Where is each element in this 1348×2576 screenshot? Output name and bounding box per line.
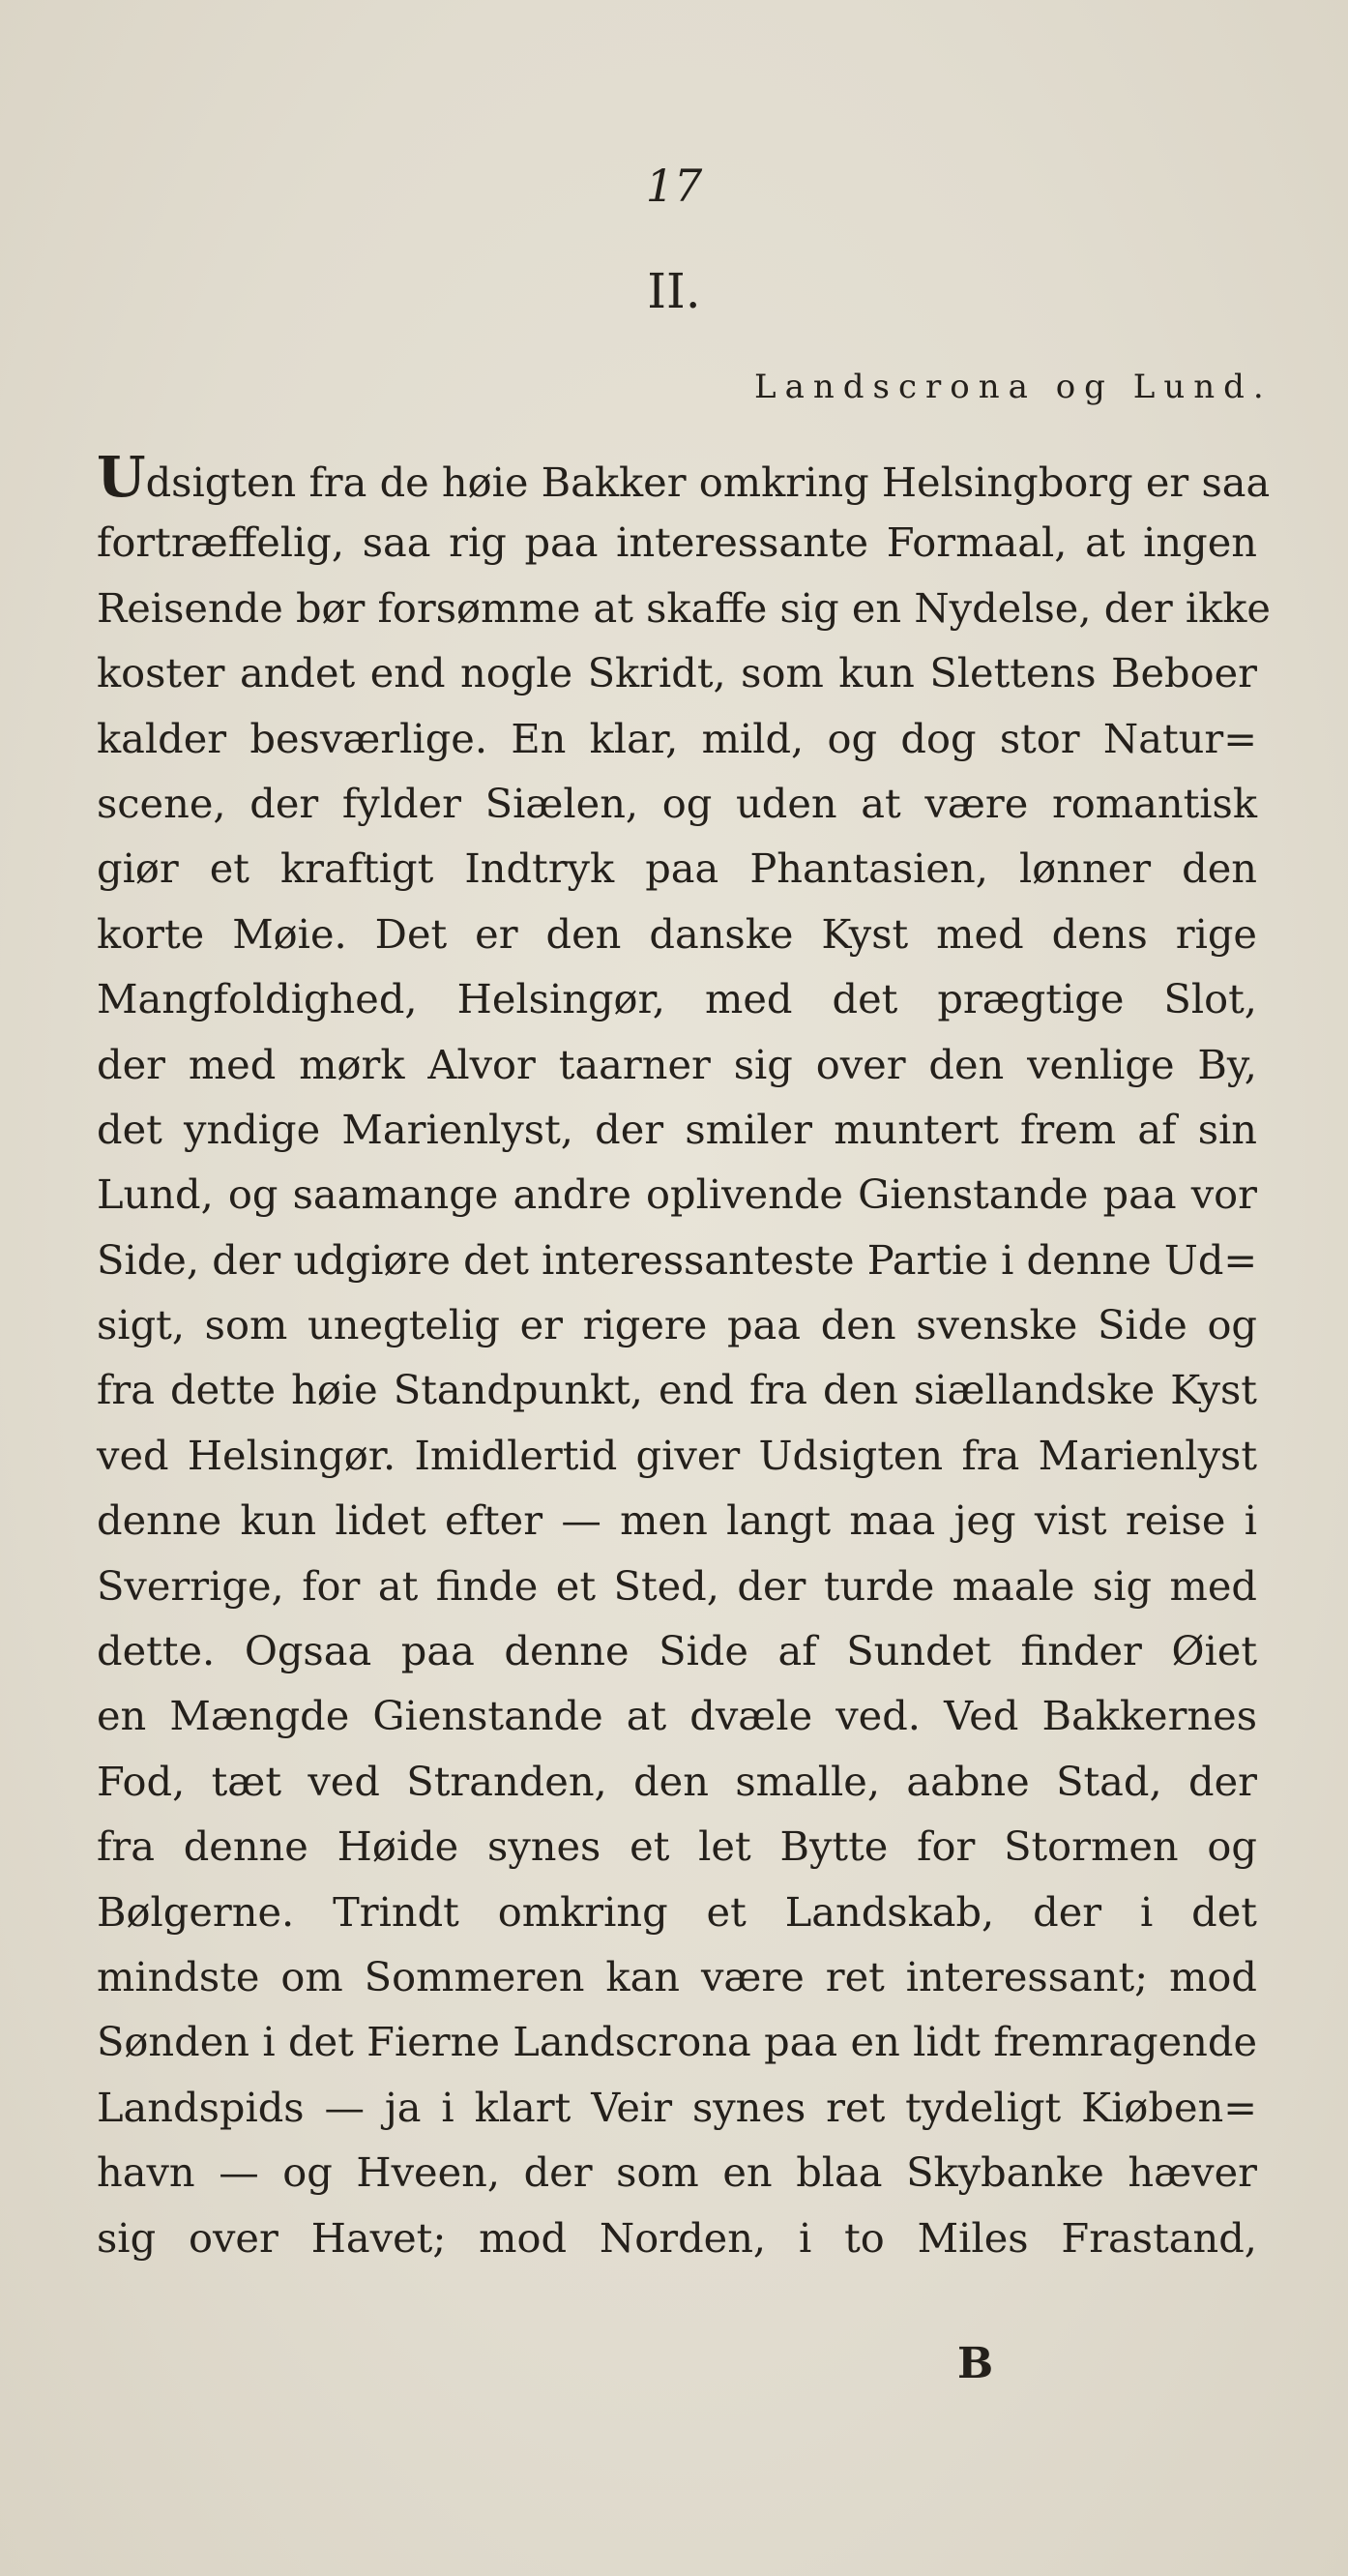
text-line: havn — og Hveen, der som en blaa Skybanke hæver (97, 2148, 1257, 2197)
text-line: koster andet end nogle Skridt, som kun Slettens Beboer (97, 649, 1257, 697)
text-line: fortræffelig, saa rig paa interessante Formaal, at ingen (97, 518, 1257, 567)
text-line: Mangfoldighed, Helsingør, med det prægtige Slot, (97, 975, 1257, 1023)
text-line: fra denne Høide synes et let Bytte for Stormen og (97, 1822, 1257, 1871)
text-line: sigt, som unegtelig er rigere paa den svenske Side og (97, 1301, 1257, 1349)
text-line: Sønden i det Fierne Landscrona paa en lidt fremragende (97, 2018, 1257, 2066)
text-line: ved Helsingør. Imidlertid giver Udsigten fra Marienlyst (97, 1431, 1257, 1479)
text-line: Lund, og saamange andre oplivende Gienstande paa vor (97, 1170, 1257, 1219)
text-line: fra dette høie Standpunkt, end fra den siællandske Kyst (97, 1366, 1257, 1414)
text-line: der med mørk Alvor taarner sig over den venlige By, (97, 1040, 1257, 1088)
text-line: Landspids — ja i klart Veir synes ret tydeligt Kiøben= (97, 2083, 1257, 2131)
text-line: Side, der udgiøre det interessanteste Partie i denne Ud= (97, 1235, 1258, 1284)
text-line: kalder besværlige. En klar, mild, og dog stor Natur= (97, 714, 1257, 762)
first-line-text: dsigten fra de høie Bakker omkring Helsingborg er saa (145, 459, 1271, 506)
text-line: Fod, tæt ved Stranden, den smalle, aabne Stad, der (97, 1757, 1257, 1805)
text-line: mindste om Sommeren kan være ret interessant; mod (97, 1952, 1257, 2000)
text-line: scene, der fylder Siælen, og uden at være romantisk (97, 779, 1257, 827)
text-line (97, 444, 1271, 510)
text-line: Sverrige, for at finde et Sted, der turde maale sig med (97, 1561, 1257, 1610)
text-line: korte Møie. Det er den danske Kyst med dens rige (97, 909, 1257, 958)
chapter-number: II. (647, 263, 701, 319)
text-line: dette. Ogsaa paa denne Side af Sundet finder Øiet (97, 1627, 1257, 1675)
text-line: en Mængde Gienstande at dvæle ved. Ved Bakkernes (97, 1692, 1257, 1740)
page-number: 17 (645, 160, 703, 212)
text-line: Bølgerne. Trindt omkring et Landskab, der i det (97, 1887, 1257, 1936)
text-line: Reisende bør forsømme at skaffe sig en Nydelse, der ikke (97, 583, 1271, 632)
text-line: det yndige Marienlyst, der smiler muntert frem af sin (97, 1105, 1257, 1153)
text-line: sig over Havet; mod Norden, i to Miles Frastand, (97, 2213, 1257, 2262)
drop-cap: U (97, 444, 146, 510)
chapter-title: Landscrona og Lund. (754, 368, 1273, 406)
body-text (97, 444, 1271, 2270)
catchword: B (957, 2339, 994, 2388)
text-line: denne kun lidet efter — men langt maa jeg vist reise i (97, 1496, 1257, 1545)
text-line: giør et kraftigt Indtryk paa Phantasien, lønner den (97, 844, 1257, 893)
